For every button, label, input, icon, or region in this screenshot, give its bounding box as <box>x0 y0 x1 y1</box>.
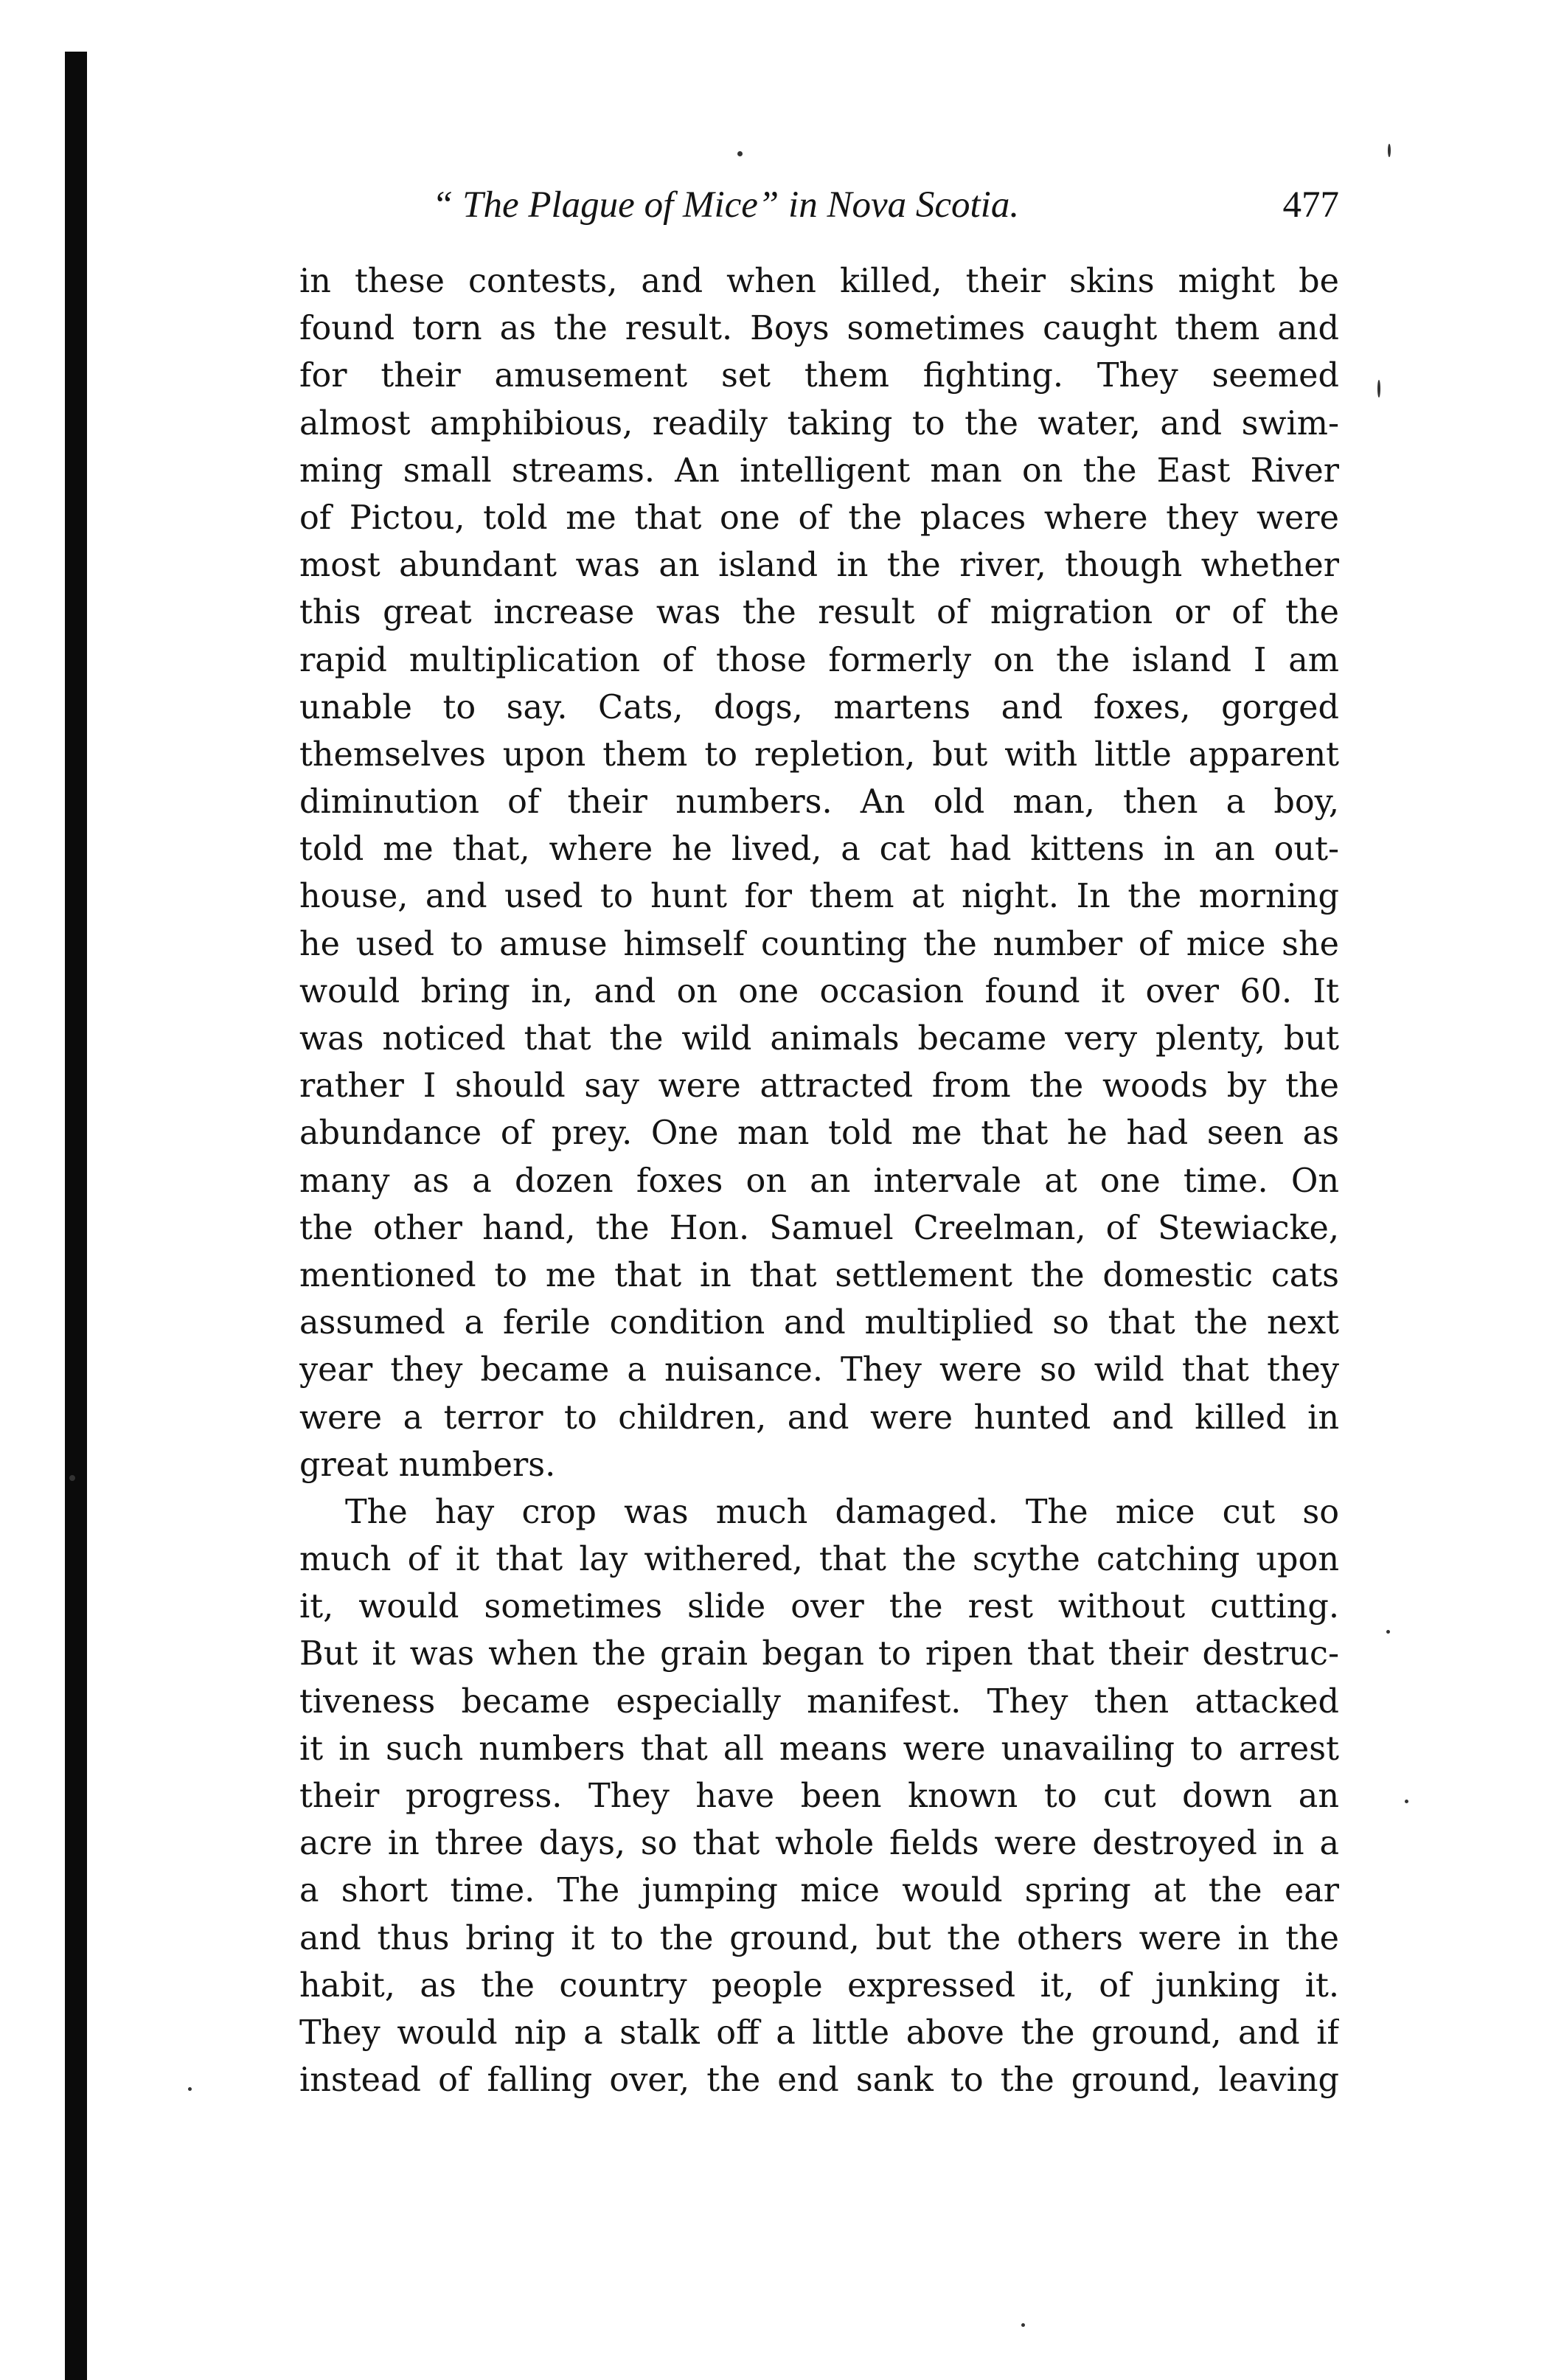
text-line: their progress. They have been known to cut down an <box>299 1777 1339 1815</box>
text-line: They would nip a stalk off a little above the ground, and if <box>299 2013 1339 2052</box>
text-line: in these contests, and when killed, their skins might be <box>299 263 1339 300</box>
text-line: of Pictou, told me that one of the places where they were <box>299 499 1339 537</box>
text-line: would bring in, and on one occasion found it over 60. It <box>299 972 1339 1010</box>
paragraph-2 <box>299 1489 1339 2104</box>
text-line: But it was when the grain began to ripen that their destruc- <box>299 1635 1339 1673</box>
text-line: a short time. The jumping mice would spring at the ear <box>299 1872 1339 1910</box>
text-line: the other hand, the Hon. Samuel Creelman, of Stewiacke, <box>299 1209 1339 1247</box>
page-number: 477 <box>1282 184 1339 226</box>
text-line: The hay crop was much damaged. The mice cut so <box>345 1493 1339 1531</box>
text-line: abundance of prey. One man told me that he had seen as <box>299 1114 1339 1153</box>
text-line: most abundant was an island in the river, though whether <box>299 547 1339 585</box>
text-line: were a terror to children, and were hunted and killed in <box>299 1398 1339 1437</box>
text-line: mentioned to me that in that settlement the domestic cats <box>299 1256 1339 1294</box>
text-line: themselves upon them to repletion, but with little apparent <box>299 735 1339 774</box>
running-title: “ The Plague of Mice” in Nova Scotia. <box>432 184 1020 226</box>
text-line: much of it that lay withered, that the scythe catching upon <box>299 1541 1339 1579</box>
scan-speck <box>1377 380 1380 398</box>
scan-speck <box>69 1475 75 1481</box>
text-line: told me that, where he lived, a cat had kittens in an out- <box>299 830 1339 869</box>
text-line: many as a dozen foxes on an intervale at one time. On <box>299 1162 1339 1200</box>
text-line: rapid multiplication of those formerly on the island I am <box>299 641 1339 679</box>
text-line: great numbers. <box>299 1446 556 1484</box>
text-line: he used to amuse himself counting the number of mice she <box>299 925 1339 963</box>
binding-edge <box>65 52 87 2380</box>
text-line: acre in three days, so that whole fields were destroyed in a <box>299 1825 1339 1863</box>
scan-speck <box>737 151 743 156</box>
scan-speck <box>1021 2323 1025 2327</box>
text-line: diminution of their numbers. An old man, then a boy, <box>299 783 1339 822</box>
page-header <box>299 176 1339 235</box>
scan-speck <box>1405 1800 1408 1803</box>
text-line: ming small streams. An intelligent man on the East River <box>299 451 1339 490</box>
text-line: tiveness became especially manifest. They then attacked <box>299 1682 1339 1721</box>
paragraph-1 <box>299 258 1339 1489</box>
text-line: it in such numbers that all means were unavailing to arrest <box>299 1730 1339 1768</box>
text-line: almost amphibious, readily taking to the water, and swim- <box>299 404 1339 443</box>
text-line: assumed a ferile condition and multiplied so that the next <box>299 1304 1339 1342</box>
text-line: for their amusement set them fighting. They seemed <box>299 357 1339 395</box>
body-text <box>299 258 1339 2104</box>
scan-speck <box>1388 144 1391 157</box>
text-line: was noticed that the wild animals became very plenty, but <box>299 1020 1339 1058</box>
text-line: unable to say. Cats, dogs, martens and foxes, gorged <box>299 688 1339 726</box>
scan-speck <box>1386 1630 1390 1634</box>
text-line: it, would sometimes slide over the rest without cutting. <box>299 1588 1339 1626</box>
text-line: this great increase was the result of migration or of the <box>299 594 1339 632</box>
text-line: and thus bring it to the ground, but the others were in the <box>299 1919 1339 1957</box>
text-line: habit, as the country people expressed it, of junking it. <box>299 1966 1339 2005</box>
text-line: rather I should say were attracted from the woods by the <box>299 1067 1339 1106</box>
text-line: instead of falling over, the end sank to the ground, leaving <box>299 2061 1339 2100</box>
text-line: house, and used to hunt for them at night. In the morning <box>299 878 1339 916</box>
text-line: found torn as the result. Boys sometimes caught them and <box>299 310 1339 348</box>
text-line: year they became a nuisance. They were so wild that they <box>299 1351 1339 1390</box>
scan-speck <box>188 2087 192 2091</box>
